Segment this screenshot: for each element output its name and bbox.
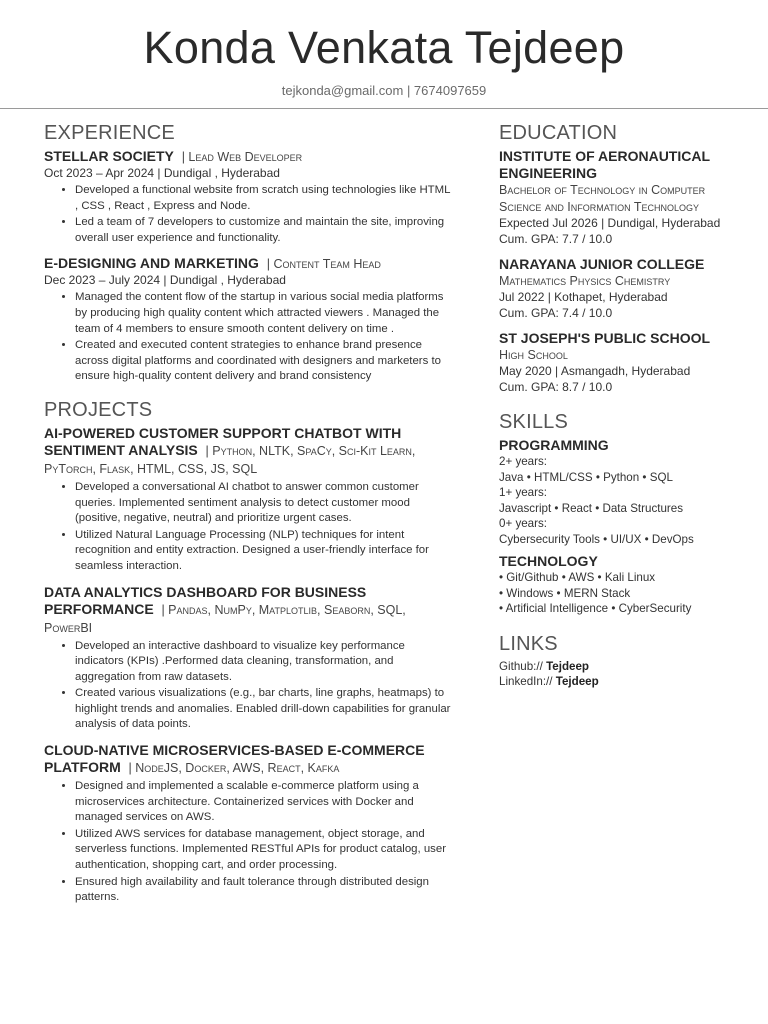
degree-name: Bachelor of Technology in Computer Science and Information Technology: [499, 183, 706, 214]
skill-line: Java • HTML/CSS • Python • SQL: [499, 470, 673, 484]
link-prefix: Github://: [499, 659, 543, 673]
project-entry: [44, 742, 454, 906]
contact-info: tejkonda@gmail.com | 7674097659: [281, 83, 487, 98]
experience-bullets: [44, 183, 454, 246]
project-tech: | Python, NLTK, SpaCy, Sci-Kit Learn, PyTorch, Flask, HTML, CSS, JS, SQL: [44, 443, 416, 476]
skill-line: 0+ years:: [499, 517, 548, 530]
project-name: [44, 425, 454, 478]
bullet-item: • Led a team of 7 developers to customize and maintain the site, improving overall user experience and functionality.: [75, 215, 454, 246]
skills-heading: SKILLS: [499, 411, 569, 433]
project-title: AI-POWERED CUSTOMER SUPPORT CHATBOT WITH SENTIMENT ANALYSIS: [44, 424, 402, 458]
bullet-item: • Developed an interactive dashboard to visualize key performance indicators (KPIs) .Performed data cleaning, transformation, and aggregation from raw datasets.: [75, 639, 454, 686]
education-entry: [499, 256, 739, 321]
education-entry: [499, 148, 739, 247]
project-title: DATA ANALYTICS DASHBOARD FOR BUSINESS PERFORMANCE: [44, 583, 367, 617]
github-link[interactable]: [499, 659, 739, 675]
bullet-item: • Created various visualizations (e.g., bar charts, line graphs, heatmaps) to highlight trends and anomalies. Enabled drill-down capabilities for granular analysis of data points.: [75, 686, 454, 733]
bullet-item: • Created and executed content strategies to enhance brand presence across digital platforms and coordinated with designers and marketers to ensure high-quality content delivery and brand consistency: [75, 338, 454, 385]
project-name: [44, 584, 454, 637]
skill-line: Cybersecurity Tools • UI/UX • DevOps: [499, 532, 694, 546]
education-gpa: Cum. GPA: 7.7 / 10.0: [499, 231, 613, 246]
education-heading: EDUCATION: [499, 122, 618, 144]
skill-line: 1+ years:: [499, 486, 548, 499]
skill-line: 2+ years:: [499, 455, 548, 468]
org-name: E-DESIGNING AND MARKETING: [44, 255, 259, 272]
candidate-name: Konda Venkata Tejdeep: [143, 22, 625, 73]
skill-line: • Artificial Intelligence • CyberSecurity: [499, 602, 692, 615]
org-name: STELLAR SOCIETY: [44, 148, 174, 164]
education-date-place: Jul 2022 | Kothapet, Hyderabad: [499, 290, 668, 304]
skill-line: Javascript • React • Data Structures: [499, 501, 684, 515]
education-date-place: May 2020 | Asmangadh, Hyderabad: [499, 364, 691, 378]
bullet-item: • Designed and implemented a scalable e-commerce platform using a microservices architecture. Containerized services with Docker and managed services on AWS.: [75, 779, 454, 826]
bullet-item: • Developed a conversational AI chatbot to answer common customer queries. Implemented sentiment analysis to detect customer mood (positive, negative, neutral) and prioritize urgent cases.: [75, 480, 454, 527]
education-entry: [499, 330, 739, 395]
degree-name: High School: [499, 348, 568, 362]
education-gpa: Cum. GPA: 8.7 / 10.0: [499, 379, 613, 394]
project-bullets: [44, 779, 454, 906]
bullet-item: • Utilized AWS services for database management, object storage, and serverless functions. Implemented RESTful APIs for product catalog, user authentication, shopping cart, and order processing.: [75, 827, 454, 874]
project-bullets: [44, 639, 454, 734]
linkedin-link[interactable]: [499, 674, 739, 690]
projects-heading: PROJECTS: [44, 398, 153, 421]
project-entry: [44, 425, 454, 575]
project-bullets: [44, 480, 454, 575]
experience-org: [44, 148, 454, 166]
role-title: | Lead Web Developer: [181, 150, 303, 164]
header-divider: [0, 108, 768, 109]
experience-meta: Oct 2023 – Apr 2024 | Dundigal , Hyderabad: [44, 166, 280, 180]
education-date-place: Expected Jul 2026 | Dundigal, Hyderabad: [499, 216, 721, 230]
technology-heading: TECHNOLOGY: [499, 553, 598, 569]
school-name: NARAYANA JUNIOR COLLEGE: [499, 256, 705, 272]
link-prefix: LinkedIn://: [499, 675, 553, 688]
project-tech: | Pandas, NumPy, Matplotlib, Seaborn, SQL, PowerBI: [44, 602, 406, 635]
left-column: [44, 122, 454, 915]
project-name: [44, 742, 454, 777]
experience-entry: [44, 255, 454, 385]
bullet-item: • Managed the content flow of the startup in various social media platforms by producing high quality content which attracted viewers . Managed the team of 4 members to ensure smooth content delivery on time .: [75, 290, 454, 337]
bullet-item: • Ensured high availability and fault tolerance through distributed design patterns.: [75, 875, 454, 906]
school-name: ST JOSEPH'S PUBLIC SCHOOL: [499, 330, 711, 346]
link-label[interactable]: Tejdeep: [546, 659, 590, 673]
school-name: INSTITUTE OF AERONAUTICAL ENGINEERING: [499, 148, 710, 181]
skill-line: • Windows • MERN Stack: [499, 586, 631, 600]
project-entry: [44, 584, 454, 734]
project-title: CLOUD-NATIVE MICROSERVICES-BASED E-COMMERCE PLATFORM: [44, 742, 425, 776]
experience-entry: [44, 148, 454, 246]
right-column: [499, 122, 739, 690]
skill-line: • Git/Github • AWS • Kali Linux: [499, 571, 656, 584]
links-heading: LINKS: [499, 632, 558, 655]
education-gpa: Cum. GPA: 7.4 / 10.0: [499, 305, 613, 320]
resume-header: [0, 0, 768, 98]
experience-heading: EXPERIENCE: [44, 122, 175, 144]
role-title: | Content Team Head: [266, 257, 381, 272]
experience-org: [44, 255, 454, 273]
experience-bullets: [44, 290, 454, 385]
project-tech: | NodeJS, Docker, AWS, React, Kafka: [128, 761, 340, 776]
bullet-item: • Utilized Natural Language Processing (NLP) techniques for intent recognition and entity extraction. Designed a user-friendly interface for seamless interaction.: [75, 528, 454, 575]
degree-name: Mathematics Physics Chemistry: [499, 274, 671, 288]
programming-heading: PROGRAMMING: [499, 437, 609, 453]
bullet-item: • Developed a functional website from scratch using technologies like HTML , CSS , React , Express and Node.: [75, 183, 454, 214]
experience-meta: Dec 2023 – July 2024 | Dundigal , Hyderabad: [44, 273, 286, 288]
link-label[interactable]: Tejdeep: [555, 675, 599, 688]
